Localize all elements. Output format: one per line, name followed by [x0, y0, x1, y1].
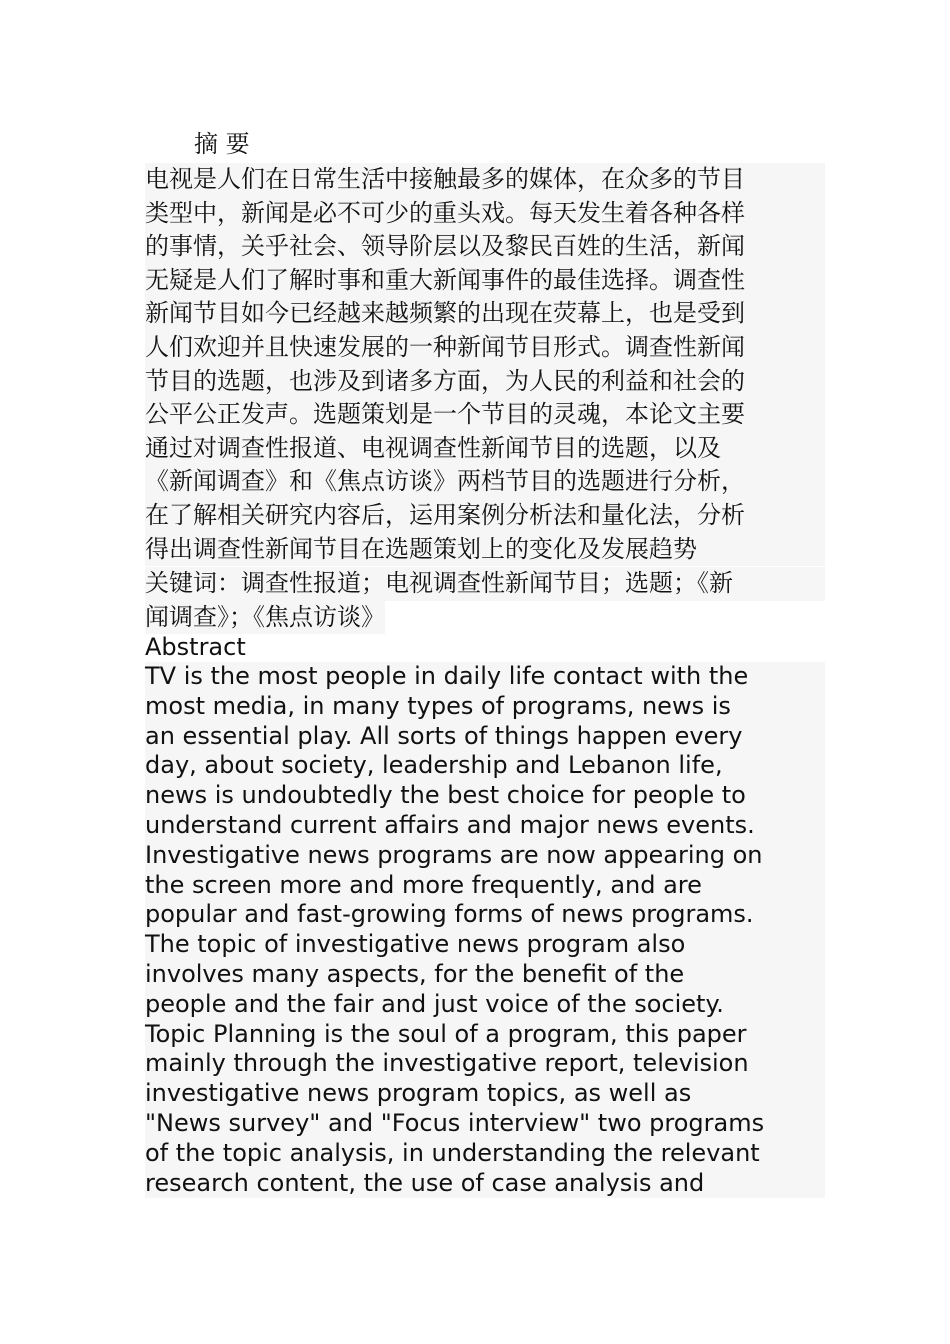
- chinese-abstract-line: 公平公正发声。选题策划是一个节目的灵魂，本论文主要: [145, 398, 825, 432]
- english-abstract-line: popular and fast-growing forms of news programs.: [145, 900, 825, 930]
- english-abstract-line: of the topic analysis, in understanding the relevant: [145, 1139, 825, 1169]
- english-abstract-line: the screen more and more frequently, and are: [145, 871, 825, 901]
- english-abstract-body: [145, 662, 825, 1198]
- english-abstract-line: day, about society, leadership and Lebanon life,: [145, 751, 825, 781]
- chinese-abstract-body: [145, 163, 825, 566]
- chinese-keywords-line: 关键词：调查性报道；电视调查性新闻节目；选题；《新: [145, 567, 825, 601]
- english-abstract-line: most media, in many types of programs, news is: [145, 692, 825, 722]
- english-abstract-line: an essential play. All sorts of things happen every: [145, 722, 825, 752]
- english-abstract-line: TV is the most people in daily life contact with the: [145, 662, 825, 692]
- chinese-keywords-line: 闻调查》；《焦点访谈》: [145, 601, 385, 635]
- english-abstract-line: understand current affairs and major news events.: [145, 811, 825, 841]
- chinese-abstract-title: 摘 要: [194, 130, 250, 158]
- chinese-abstract-line: 在了解相关研究内容后，运用案例分析法和量化法，分析: [145, 499, 825, 533]
- chinese-abstract-line: 新闻节目如今已经越来越频繁的出现在荧幕上，也是受到: [145, 297, 825, 331]
- english-abstract-line: The topic of investigative news program also: [145, 930, 825, 960]
- english-abstract-line: Topic Planning is the soul of a program, this paper: [145, 1020, 825, 1050]
- chinese-abstract-line: 人们欢迎并且快速发展的一种新闻节目形式。调查性新闻: [145, 331, 825, 365]
- chinese-abstract-line: 节目的选题，也涉及到诸多方面，为人民的利益和社会的: [145, 365, 825, 399]
- english-abstract-line: news is undoubtedly the best choice for people to: [145, 781, 825, 811]
- english-abstract-heading: Abstract: [145, 633, 246, 661]
- english-abstract-line: research content, the use of case analysis and: [145, 1169, 825, 1199]
- chinese-abstract-line: 得出调查性新闻节目在选题策划上的变化及发展趋势: [145, 533, 825, 567]
- chinese-abstract-line: 类型中，新闻是必不可少的重头戏。每天发生着各种各样: [145, 197, 825, 231]
- english-abstract-line: mainly through the investigative report, television: [145, 1049, 825, 1079]
- english-abstract-line: involves many aspects, for the benefit of the: [145, 960, 825, 990]
- chinese-abstract-line: 通过对调查性报道、电视调查性新闻节目的选题，以及: [145, 432, 825, 466]
- chinese-keywords: [145, 567, 825, 634]
- english-abstract-line: investigative news program topics, as well as: [145, 1079, 825, 1109]
- chinese-abstract-line: 无疑是人们了解时事和重大新闻事件的最佳选择。调查性: [145, 264, 825, 298]
- chinese-abstract-line: 电视是人们在日常生活中接触最多的媒体，在众多的节目: [145, 163, 825, 197]
- english-abstract-title: [145, 633, 825, 663]
- chinese-abstract-line: 的事情，关乎社会、领导阶层以及黎民百姓的生活，新闻: [145, 230, 825, 264]
- english-abstract-line: Investigative news programs are now appearing on: [145, 841, 825, 871]
- chinese-abstract-line: 《新闻调查》和《焦点访谈》两档节目的选题进行分析，: [145, 465, 825, 499]
- english-abstract-line: people and the fair and just voice of the society.: [145, 990, 825, 1020]
- english-abstract-line: "News survey" and "Focus interview" two programs: [145, 1109, 825, 1139]
